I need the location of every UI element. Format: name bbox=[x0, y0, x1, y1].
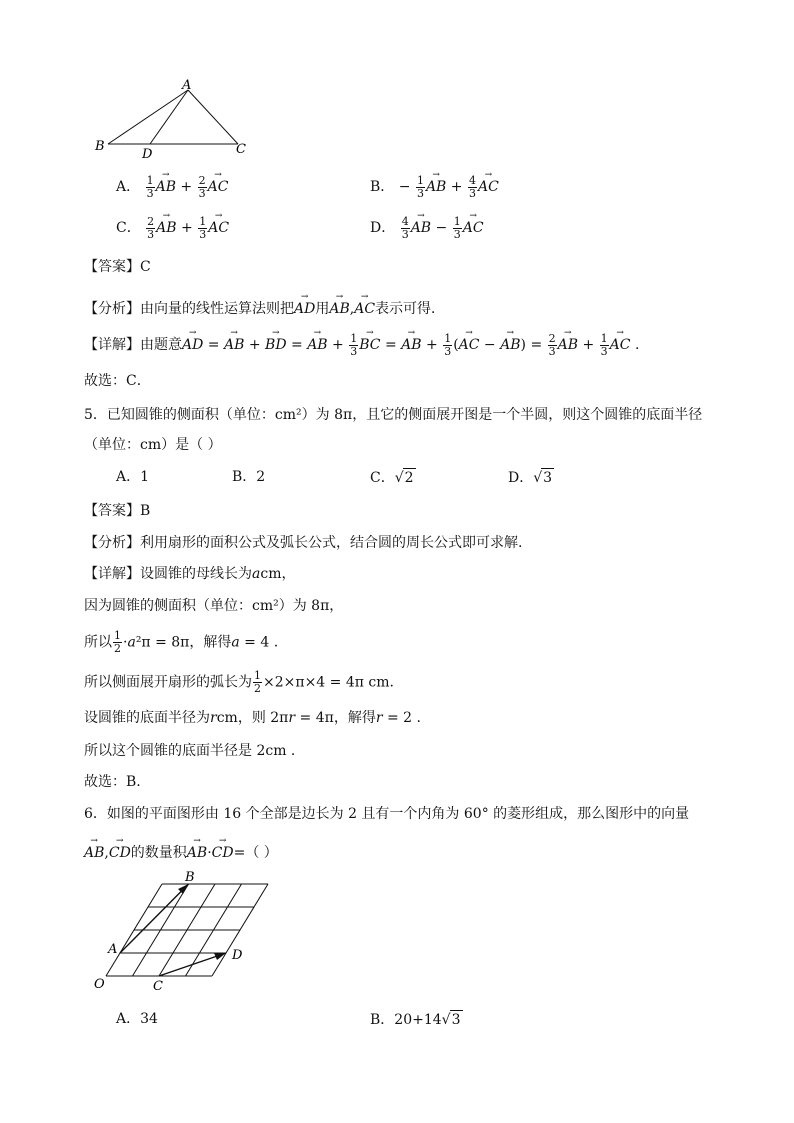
q4-option-c: C． $\frac{2}{3}$ → AB + $\frac{1}{3}$ → AC bbox=[116, 215, 229, 241]
q6-option-a: A．34 bbox=[116, 1011, 158, 1027]
q4-analysis: 【分析】由向量的线性运算法则把→ AD用→ AB,→ AC表示可得． bbox=[84, 296, 445, 318]
q5-option-c: C．√2 bbox=[370, 470, 414, 486]
q5-choose: 故选：B. bbox=[84, 774, 141, 790]
q4-answer: 【答案】C bbox=[84, 259, 151, 275]
q6-line2: → AB,→ CD的数量积→ AB·→ CD=（ ） bbox=[84, 840, 278, 862]
q5-detail-5: 设圆锥的底面半径为rcm，则 2πr = 4π，解得r = 2 . bbox=[84, 710, 421, 726]
q5-analysis: 【分析】利用扇形的面积公式及弧长公式，结合圆的周长公式即可求解. bbox=[84, 535, 523, 551]
label-a: A bbox=[108, 942, 118, 957]
label-o: O bbox=[94, 977, 105, 992]
q4-option-a: A． $\frac{1}{3}$ → AB + $\frac{2}{3}$ → AC bbox=[116, 174, 228, 200]
label-a: A bbox=[182, 78, 192, 93]
q4-detail: 【详解】由题意→ AD = → AB + → BD = → AB + $\frac{1}{3}$ → BC = → AB + $\frac{1}{3}$ (→ AC − → AB) = $\frac{2}{3}$ → AB + $\frac{1}{3}$ → AC . bbox=[84, 332, 639, 358]
rhombus-grid-figure bbox=[92, 868, 282, 992]
q5-detail-6: 所以这个圆锥的底面半径是 2cm . bbox=[84, 743, 296, 759]
triangle-figure bbox=[92, 78, 262, 160]
q5-option-b: B．2 bbox=[232, 469, 266, 485]
q5-line1: 5．已知圆锥的侧面积（单位：cm²）为 8π，且它的侧面展开图是一个半圆，则这个圆锥的底面半径 bbox=[84, 407, 703, 423]
q4-option-b: B． − $\frac{1}{3}$ → AB + $\frac{4}{3}$ → AC bbox=[370, 174, 499, 200]
q5-detail-1: 【详解】设圆锥的母线长为acm， bbox=[84, 566, 296, 582]
label-b: B bbox=[185, 870, 195, 885]
q6-line1: 6．如图的平面图形由 16 个全部是边长为 2 且有一个内角为 60° 的菱形组成，那么图形中的向量 bbox=[84, 806, 690, 822]
q4-choose: 故选：C． bbox=[84, 373, 151, 389]
label-c: C bbox=[153, 979, 163, 992]
q5-option-a: A．1 bbox=[116, 469, 150, 485]
q5-line2: （单位：cm）是（ ） bbox=[84, 437, 222, 453]
q4-option-d: D． $\frac{4}{3}$ → AB − $\frac{1}{3}$ → AC bbox=[370, 215, 484, 241]
label-c: C bbox=[236, 142, 246, 157]
q5-detail-4: 所以侧面展开扇形的弧长为 $\frac{1}{2}$ ×2×π×4 = 4π cm. bbox=[84, 669, 394, 695]
label-d: D bbox=[142, 147, 153, 160]
label-b: B bbox=[95, 139, 105, 154]
q5-detail-3: 所以 $\frac{1}{2}$ ·a²π = 8π，解得a = 4 . bbox=[84, 629, 279, 655]
q5-option-d: D．√3 bbox=[508, 470, 553, 486]
label-d: D bbox=[232, 948, 243, 963]
q5-answer: 【答案】B bbox=[84, 503, 151, 519]
q6-option-b: B．20+14√3 bbox=[370, 1012, 461, 1028]
q5-detail-2: 因为圆锥的侧面积（单位：cm²）为 8π， bbox=[84, 598, 344, 614]
